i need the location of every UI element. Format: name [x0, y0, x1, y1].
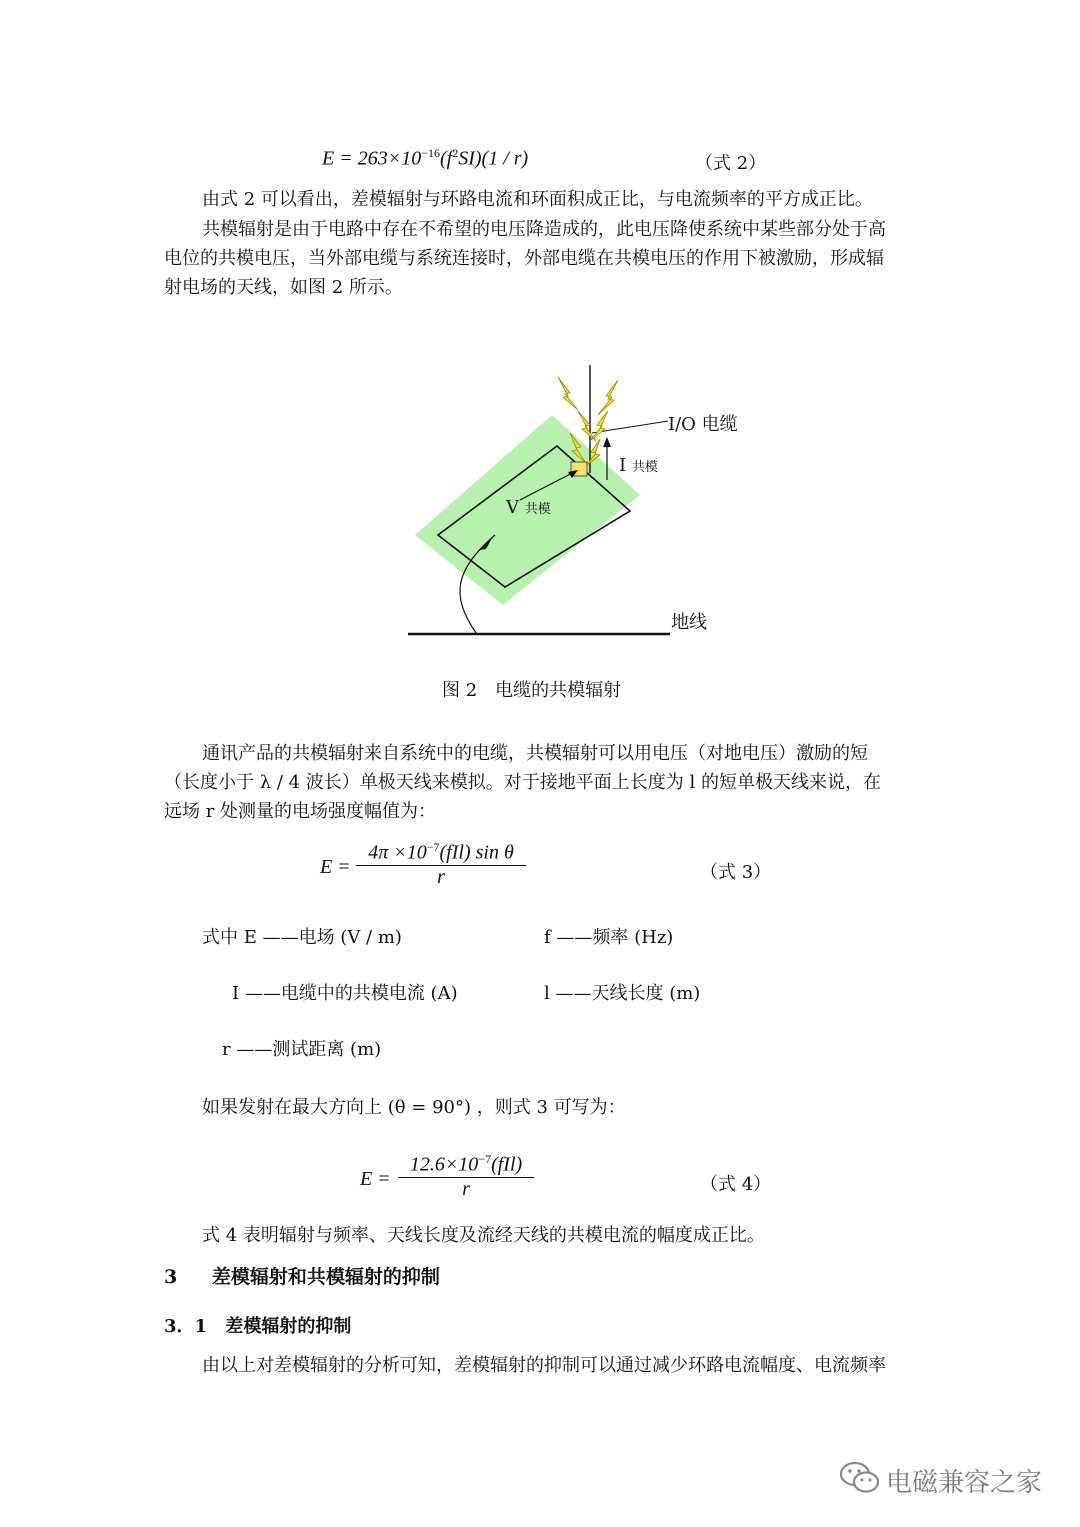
formula-3-num-exp: −7 [426, 840, 440, 854]
formula-4-num-tail: (fIl) [491, 1153, 523, 1176]
section-3-heading [164, 1262, 440, 1289]
paragraph-1: 由式 2 可以看出，差模辐射与环路电流和环面积成正比，与电流频率的平方成正比。 [202, 189, 873, 210]
formula-2 [322, 146, 528, 171]
formula-3-denominator: r [437, 865, 445, 888]
formula-3-num-main: 4π ×10 [368, 841, 427, 864]
formula-2-rhs-b: SI)(1 / r) [458, 147, 529, 170]
formula-3-numerator [356, 840, 526, 865]
section-3-1-heading [164, 1312, 351, 1338]
section-3-1-title: 差模辐射的抑制 [225, 1316, 352, 1337]
formula-2-rhs-a: (f [440, 147, 453, 170]
paragraph-6: 由以上对差模辐射的分析可知，差模辐射的抑制可以通过减少环路电流幅度、电流频率 [202, 1355, 886, 1376]
formula-4-tag: （式 4） [700, 1174, 772, 1195]
definition-e: 式中 E ——电场 (V / m) [202, 927, 402, 948]
formula-3-tag: （式 3） [700, 862, 772, 883]
paragraph-2-line-1: 共模辐射是由于电路中存在不希望的电压降造成的，此电压降使系统中某些部分处于高 [202, 219, 886, 240]
current-subscript: 共模 [631, 460, 658, 475]
formula-4-lhs: E = [360, 1168, 391, 1190]
paragraph-2-line-2: 电位的共模电压，当外部电缆与系统连接时，外部电缆在共模电压的作用下被激励，形成辐 [164, 248, 884, 269]
paragraph-3-line-3: 远场 r 处测量的电场强度幅值为： [164, 801, 437, 822]
current-arrow-head [603, 437, 611, 447]
formula-4-num-main: 12.6×10 [409, 1153, 479, 1176]
formula-3-lhs: E = [320, 856, 351, 878]
formula-2-exp2: 2 [452, 146, 459, 160]
definition-l: l ——天线长度 (m) [544, 983, 701, 1004]
formula-3-fraction [356, 840, 526, 889]
voltage-symbol: V [506, 497, 519, 518]
formula-4-fraction [398, 1152, 534, 1201]
section-3-number: 3 [164, 1266, 178, 1288]
formula-3-num-tail: (fIl) sin θ [439, 841, 514, 864]
paragraph-4: 如果发射在最大方向上 (θ = 90°) ，则式 3 可写为： [202, 1097, 626, 1118]
formula-2-tag: （式 2） [695, 153, 767, 174]
formula-4-num-exp: −7 [478, 1152, 492, 1166]
definition-f: f ——频率 (Hz) [544, 927, 674, 948]
section-3-title: 差模辐射和共模辐射的抑制 [211, 1266, 440, 1288]
definition-r: r ——测试距离 (m) [222, 1039, 382, 1060]
voltage-label [506, 497, 551, 518]
paragraph-3-line-2: （长度小于 λ / 4 波长）单极天线来模拟。对于接地平面上长度为 l 的短单极天线来说，在 [164, 772, 882, 793]
formula-2-exp: −16 [421, 146, 440, 160]
watermark-text: 电磁兼容之家 [886, 1468, 1043, 1498]
formula-4-denominator: r [462, 1177, 470, 1200]
paragraph-5: 式 4 表明辐射与频率、天线长度及流经天线的共模电流的幅度成正比。 [202, 1225, 765, 1246]
io-cable-label: I/O 电缆 [668, 414, 738, 435]
figure-caption: 图 2 电缆的共模辐射 [442, 680, 622, 701]
current-symbol: I [619, 455, 627, 476]
wechat-icon [838, 1458, 882, 1498]
definition-i: I ——电缆中的共模电流 (A) [232, 983, 458, 1004]
paragraph-2-line-3: 射电场的天线，如图 2 所示。 [164, 277, 403, 298]
formula-2-lhs: E = 263×10 [322, 147, 422, 170]
section-3-1-number: 3．1 [164, 1316, 208, 1337]
formula-4-numerator [398, 1152, 534, 1177]
voltage-subscript: 共模 [524, 502, 551, 517]
ground-label: 地线 [671, 612, 707, 633]
io-pointer [592, 421, 668, 433]
paragraph-3-line-1: 通讯产品的共模辐射来自系统中的电缆，共模辐射可以用电压（对地电压）激励的短 [202, 743, 868, 764]
current-label [619, 455, 658, 476]
